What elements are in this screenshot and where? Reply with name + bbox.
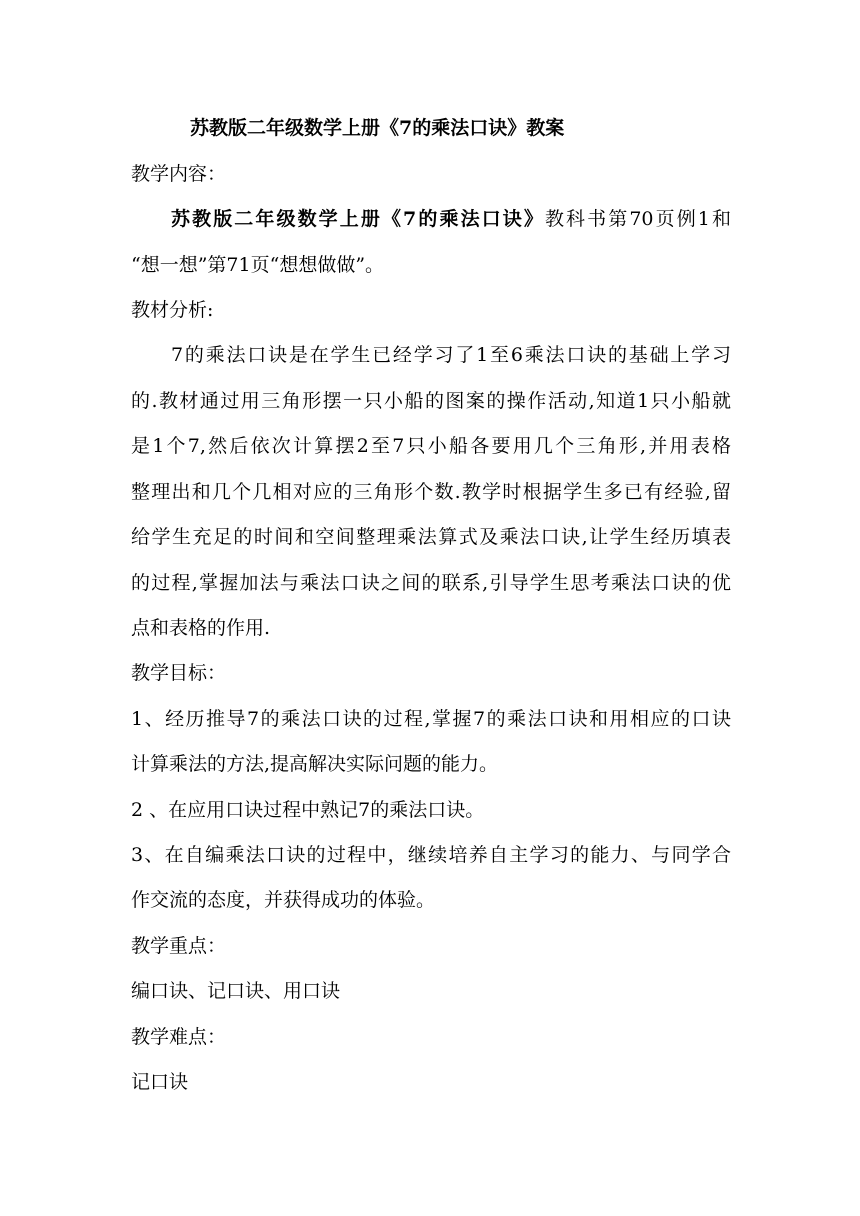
goals-line: 1、经历推导7的乘法口诀的过程,掌握7的乘法口诀和用相应的口诀 (131, 708, 731, 730)
goals-heading: 教学目标： (131, 662, 227, 684)
analysis-line: 点和表格的作用. (131, 617, 271, 639)
goals-line: 计算乘法的方法,提高解决实际问题的能力。 (131, 753, 499, 775)
analysis-line: 的过程,掌握加法与乘法口诀之间的联系,引导学生思考乘法口诀的优 (131, 572, 731, 594)
key-heading: 教学重点： (131, 935, 227, 957)
analysis-line: 的.教材通过用三角形摆一只小船的图案的操作活动,知道1只小船就 (131, 390, 731, 412)
key-text: 编口诀、记口诀、用口诀 (131, 980, 341, 1002)
analysis-line: 给学生充足的时间和空间整理乘法算式及乘法口诀,让学生经历填表 (131, 526, 731, 548)
goals-line: 3、在自编乘法口诀的过程中，继续培养自主学习的能力、与同学合 (131, 844, 731, 866)
document-title: 苏教版二年级数学上册《7的乘法口诀》教案 (190, 117, 565, 139)
difficulty-heading: 教学难点： (131, 1026, 227, 1048)
content-line-1 (171, 208, 731, 230)
content-rest-text: 教科书第70页例1和 (544, 208, 731, 230)
analysis-line: 是1个7,然后依次计算摆2至7只小船各要用几个三角形,并用表格 (131, 435, 731, 457)
analysis-line: 7的乘法口诀是在学生已经学习了1至6乘法口诀的基础上学习 (171, 344, 731, 366)
content-line-2: “想一想”第71页“想想做做”。 (131, 254, 385, 276)
difficulty-text: 记口诀 (131, 1071, 189, 1093)
goals-line: 2 、在应用口诀过程中熟记7的乘法口诀。 (131, 799, 485, 821)
goals-line: 作交流的态度，并获得成功的体验。 (131, 889, 436, 911)
analysis-heading: 教材分析: (131, 299, 214, 321)
content-heading: 教学内容： (131, 163, 227, 185)
analysis-line: 整理出和几个几相对应的三角形个数.教学时根据学生多已有经验,留 (131, 481, 731, 503)
content-bold-text: 苏教版二年级数学上册《7的乘法口诀》 (171, 208, 545, 230)
